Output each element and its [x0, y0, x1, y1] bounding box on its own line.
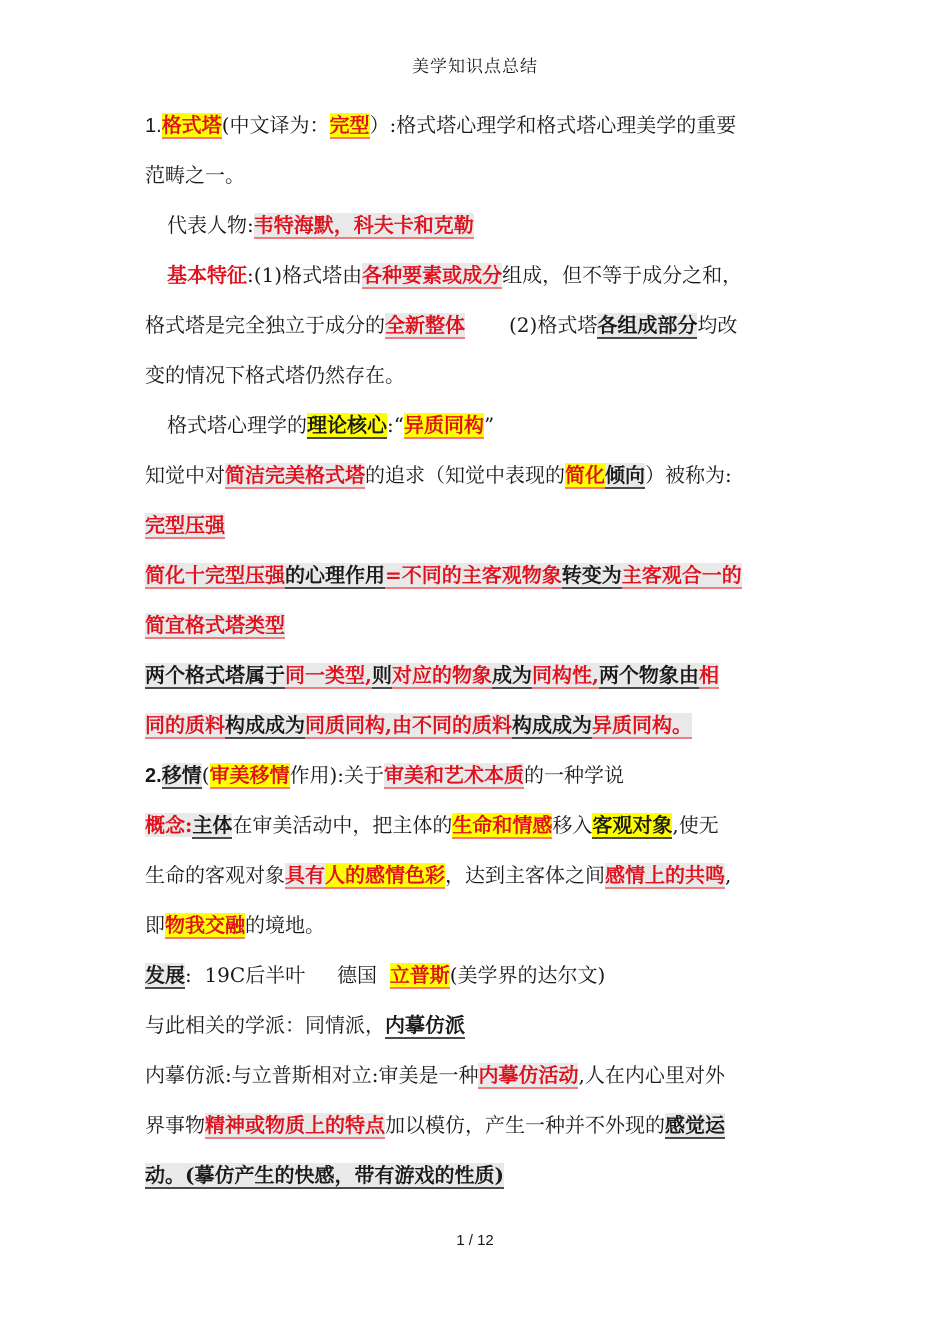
highlight: 简化 — [565, 463, 605, 487]
s1-line-4 — [145, 250, 807, 300]
text: 界事物 — [145, 1113, 205, 1137]
s2-line-5 — [145, 950, 807, 1000]
highlight: 生命和情感 — [452, 813, 553, 837]
page-content — [145, 100, 807, 1200]
s1-line-1 — [145, 100, 807, 150]
s1-line-5 — [145, 300, 807, 350]
page-number: 1 / 12 — [456, 1232, 494, 1249]
text: 在审美活动中，把主体的 — [232, 813, 453, 837]
highlight: 两个物象由 — [598, 663, 699, 687]
highlight: 精神或物质上的特点 — [205, 1113, 385, 1137]
section-number: 2. — [145, 765, 162, 787]
text: ，达到主客体之间 — [445, 863, 605, 887]
text: ）:格式塔心理学和格式塔心理美学的重要 — [369, 113, 737, 137]
text: 格式塔是完全独立于成分的 — [145, 313, 385, 337]
s1-line-10 — [145, 550, 807, 600]
page-header: 美学知识点总结 — [412, 57, 538, 77]
highlight: 全新整体 — [385, 313, 465, 337]
highlight: 构成成为 — [511, 713, 592, 737]
text: 与此相关的学派：同情派， — [145, 1013, 385, 1037]
highlight: 感情上的共鸣 — [605, 863, 725, 887]
text: (2)格式塔 — [509, 313, 598, 337]
label-basic-features: 基本特征 — [167, 263, 247, 287]
text: :(1)格式塔由 — [247, 263, 363, 287]
highlight: 内摹仿派 — [385, 1013, 465, 1037]
s2-line-2 — [145, 800, 807, 850]
highlight: 主客观合一的 — [621, 563, 742, 587]
s1-line-8 — [145, 450, 807, 500]
s2-line-8 — [145, 1100, 807, 1150]
highlight: 内摹仿活动 — [478, 1063, 579, 1087]
term-translation: 完型 — [329, 113, 370, 137]
s1-line-7 — [145, 400, 807, 450]
highlight: 同构性, — [531, 663, 599, 687]
text: (美学界的达尔文) — [449, 963, 606, 987]
text: ( — [201, 763, 210, 787]
highlight: 相 — [698, 663, 719, 687]
text: 即 — [145, 913, 165, 937]
label-concept: 概念: — [145, 813, 193, 837]
highlight: 动。(摹仿产生的快感，带有游戏的性质) — [145, 1163, 504, 1187]
text: : 19C后半叶 德国 — [185, 963, 390, 987]
text: ,使无 — [672, 813, 719, 837]
text: ）被称为: — [645, 463, 732, 487]
highlight: 简宜格式塔类型 — [145, 613, 285, 637]
s1-line-3 — [145, 200, 807, 250]
representatives: 韦特海默，科夫卡和克勒 — [253, 213, 474, 237]
text: 加以模仿，产生一种并不外现的 — [385, 1113, 665, 1137]
label-representatives: 代表人物: — [167, 213, 254, 237]
text: ” — [483, 413, 495, 437]
highlight: 简洁完美格式塔 — [225, 463, 365, 487]
text: :“ — [387, 413, 404, 437]
text: 均改 — [697, 313, 738, 337]
highlight: 同质同构, — [305, 713, 392, 737]
highlight: 异质同构 — [403, 413, 484, 437]
text: 的一种学说 — [524, 763, 625, 787]
s2-line-6 — [145, 1000, 807, 1050]
highlight: 成为 — [491, 663, 532, 687]
person-lipps: 立普斯 — [389, 963, 450, 987]
highlight: 理论核心 — [307, 413, 387, 437]
text: 的追求（知觉中表现的 — [365, 463, 565, 487]
text: 内摹仿派:与立普斯相对立:审美是一种 — [145, 1063, 479, 1087]
term-gestalt: 格式塔 — [161, 113, 222, 137]
text: 移入 — [552, 813, 593, 837]
text: 生命的客观对象 — [145, 863, 285, 887]
highlight: 对应的物象 — [391, 663, 492, 687]
highlight: 倾向 — [605, 463, 645, 487]
highlight: 具有 — [285, 863, 325, 887]
term-empathy: 移情 — [161, 763, 202, 787]
section-number: 1. — [145, 115, 162, 137]
text: 作用):关于 — [289, 763, 385, 787]
highlight: 构成成为 — [225, 713, 305, 737]
s2-line-1 — [145, 750, 807, 800]
highlight: =不同的主客观物象 — [385, 563, 562, 587]
s1-line-13 — [145, 700, 807, 750]
s1-line-6: 变的情况下格式塔仍然存在。 — [145, 363, 405, 387]
s2-line-3 — [145, 850, 807, 900]
highlight: 物我交融 — [165, 913, 245, 937]
s1-line-11 — [145, 600, 807, 650]
text: , — [725, 863, 732, 887]
highlight: 两个格式塔属于 — [145, 663, 285, 687]
text: ,人在内心里对外 — [578, 1063, 725, 1087]
highlight: 的心理作用 — [285, 563, 385, 587]
highlight: 感觉运 — [665, 1113, 725, 1137]
highlight: 则 — [371, 663, 392, 687]
text: 组成，但不等于成分之和， — [502, 263, 743, 287]
text: 的境地。 — [245, 913, 325, 937]
highlight: 主体 — [192, 813, 233, 837]
s1-line-2: 范畴之一。 — [145, 163, 245, 187]
highlight: 各种要素或成分 — [362, 263, 503, 287]
highlight: 由不同的质料 — [391, 713, 512, 737]
s1-line-12 — [145, 650, 807, 700]
highlight: 简化十完型压强 — [145, 563, 285, 587]
s2-line-9 — [145, 1150, 807, 1200]
highlight: 同的质料 — [145, 713, 225, 737]
text: 格式塔心理学的 — [167, 413, 307, 437]
highlight: 人的感情色彩 — [325, 863, 445, 887]
text: (中文译为： — [221, 113, 330, 137]
highlight: 同一类型, — [285, 663, 372, 687]
s2-line-4 — [145, 900, 807, 950]
s2-line-7 — [145, 1050, 807, 1100]
highlight: 转变为 — [561, 563, 622, 587]
highlight: 审美和艺术本质 — [384, 763, 525, 787]
highlight: 完型压强 — [145, 513, 225, 537]
term-alt: 审美移情 — [209, 763, 290, 787]
highlight: 异质同构。 — [591, 713, 692, 737]
s1-line-9 — [145, 500, 807, 550]
label-development: 发展 — [145, 963, 185, 987]
highlight: 各组成部分 — [597, 313, 698, 337]
text: 知觉中对 — [145, 463, 225, 487]
highlight: 客观对象 — [592, 813, 673, 837]
